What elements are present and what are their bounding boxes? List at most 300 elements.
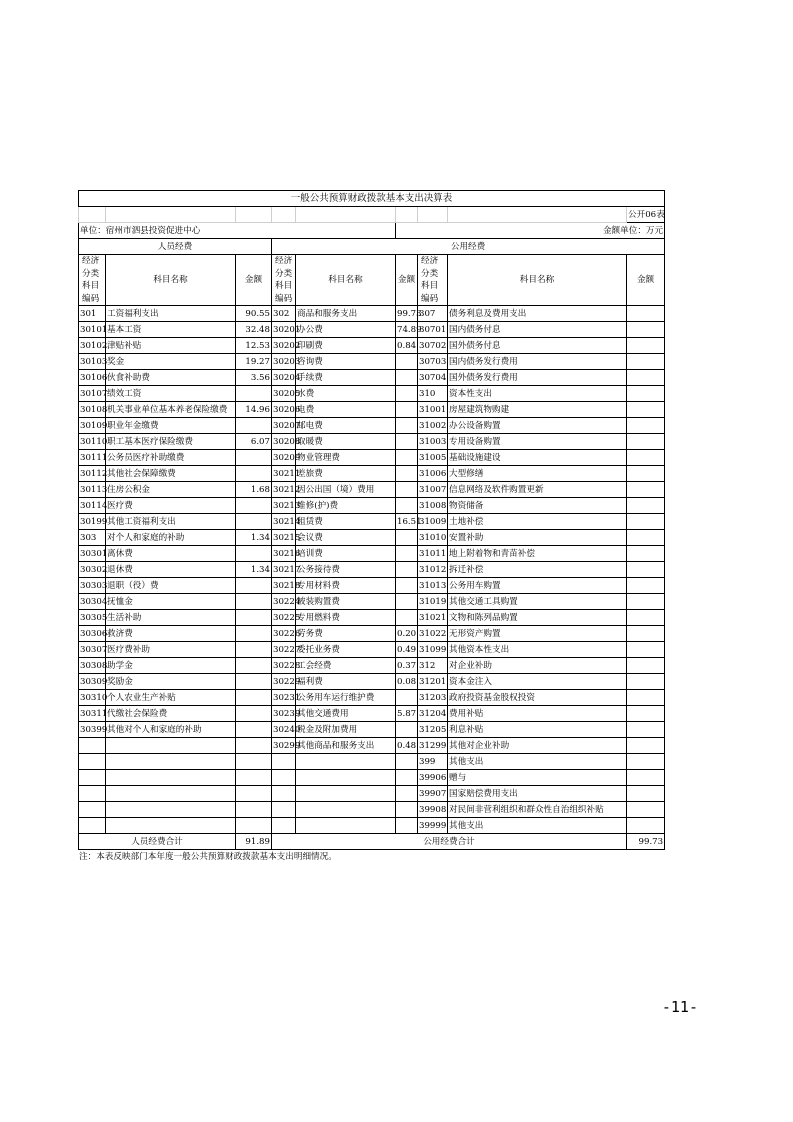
section-public: 公用经费 bbox=[272, 239, 665, 255]
public-item-name: 取暖费 bbox=[296, 434, 396, 450]
public-amount: 0.37 bbox=[396, 658, 418, 674]
public-code: 31005 bbox=[418, 450, 448, 466]
personnel-item-name: 住房公积金 bbox=[106, 482, 236, 498]
personnel-item-name: 其他社会保障缴费 bbox=[106, 466, 236, 482]
personnel-code: 30311 bbox=[79, 706, 106, 722]
personnel-item-name bbox=[106, 738, 236, 754]
personnel-code: 30109 bbox=[79, 418, 106, 434]
personnel-amount bbox=[236, 770, 272, 786]
public-amount bbox=[396, 386, 418, 402]
public-item-name: 对企业补助 bbox=[448, 658, 627, 674]
public-code: 30213 bbox=[272, 498, 296, 514]
table-row bbox=[79, 402, 665, 418]
public-code: 307 bbox=[418, 306, 448, 322]
public-code: 30215 bbox=[272, 530, 296, 546]
personnel-amount bbox=[236, 722, 272, 738]
table-row bbox=[79, 770, 665, 786]
public-amount bbox=[627, 610, 665, 626]
public-item-name: 国家赔偿费用支出 bbox=[448, 786, 627, 802]
personnel-code: 30309 bbox=[79, 674, 106, 690]
personnel-amount: 1.68 bbox=[236, 482, 272, 498]
public-amount: 0.08 bbox=[396, 674, 418, 690]
public-item-name: 物业管理费 bbox=[296, 450, 396, 466]
personnel-item-name: 伙食补助费 bbox=[106, 370, 236, 386]
public-amount bbox=[396, 450, 418, 466]
public-item-name: 其他支出 bbox=[448, 818, 627, 834]
personnel-amount bbox=[236, 754, 272, 770]
public-amount bbox=[627, 466, 665, 482]
personnel-item-name: 退休费 bbox=[106, 562, 236, 578]
public-item-name: 专用燃料费 bbox=[296, 610, 396, 626]
public-item-name: 劳务费 bbox=[296, 626, 396, 642]
public-item-name: 政府投资基金股权投资 bbox=[448, 690, 627, 706]
table-row bbox=[79, 418, 665, 434]
public-code: 30218 bbox=[272, 578, 296, 594]
personnel-code: 30103 bbox=[79, 354, 106, 370]
personnel-amount: 14.96 bbox=[236, 402, 272, 418]
unit-label: 单位：宿州市泗县投资促进中心 bbox=[79, 223, 396, 239]
personnel-amount bbox=[236, 450, 272, 466]
public-item-name: 其他支出 bbox=[448, 754, 627, 770]
personnel-code: 30110 bbox=[79, 434, 106, 450]
personnel-code: 30199 bbox=[79, 514, 106, 530]
table-row bbox=[79, 322, 665, 338]
public-code: 31007 bbox=[418, 482, 448, 498]
table-row bbox=[79, 818, 665, 834]
public-code: 31201 bbox=[418, 674, 448, 690]
public-item-name: 物资储备 bbox=[448, 498, 627, 514]
personnel-code bbox=[79, 770, 106, 786]
personnel-code: 30305 bbox=[79, 610, 106, 626]
header-code: 经济分类科目编码 bbox=[272, 255, 296, 306]
public-code: 30702 bbox=[418, 338, 448, 354]
public-code: 31203 bbox=[418, 690, 448, 706]
public-code: 302 bbox=[272, 306, 296, 322]
public-amount bbox=[627, 354, 665, 370]
personnel-item-name: 生活补助 bbox=[106, 610, 236, 626]
expenditure-sheet bbox=[78, 190, 664, 864]
public-amount: 0.48 bbox=[396, 738, 418, 754]
personnel-code: 30303 bbox=[79, 578, 106, 594]
public-amount bbox=[627, 562, 665, 578]
page-number: -11- bbox=[661, 998, 698, 1016]
public-code: 31021 bbox=[418, 610, 448, 626]
public-item-name: 对民间非营利组织和群众性自治组织补贴 bbox=[448, 802, 627, 818]
personnel-code: 30306 bbox=[79, 626, 106, 642]
personnel-amount: 90.55 bbox=[236, 306, 272, 322]
public-item-name: 其他对企业补助 bbox=[448, 738, 627, 754]
public-code: 30216 bbox=[272, 546, 296, 562]
public-amount bbox=[627, 706, 665, 722]
table-row bbox=[79, 466, 665, 482]
personnel-code: 30108 bbox=[79, 402, 106, 418]
personnel-item-name bbox=[106, 786, 236, 802]
public-item-name: 拆迁补偿 bbox=[448, 562, 627, 578]
personnel-item-name: 对个人和家庭的补助 bbox=[106, 530, 236, 546]
public-amount bbox=[627, 786, 665, 802]
public-amount: 0.49 bbox=[396, 642, 418, 658]
public-code: 31099 bbox=[418, 642, 448, 658]
table-row bbox=[79, 738, 665, 754]
table-row bbox=[79, 482, 665, 498]
personnel-item-name: 职业年金缴费 bbox=[106, 418, 236, 434]
table-row bbox=[79, 530, 665, 546]
personnel-item-name: 离休费 bbox=[106, 546, 236, 562]
personnel-code: 30114 bbox=[79, 498, 106, 514]
public-item-name: 公务接待费 bbox=[296, 562, 396, 578]
public-amount bbox=[396, 754, 418, 770]
amount-unit: 金额单位：万元 bbox=[396, 223, 665, 239]
table-row bbox=[79, 370, 665, 386]
public-code: 30704 bbox=[418, 370, 448, 386]
table-row bbox=[79, 338, 665, 354]
public-code: 31010 bbox=[418, 530, 448, 546]
public-item-name: 咨询费 bbox=[296, 354, 396, 370]
public-item-name: 其他资本性支出 bbox=[448, 642, 627, 658]
public-item-name: 专用材料费 bbox=[296, 578, 396, 594]
header-code: 经济分类科目编码 bbox=[418, 255, 448, 306]
personnel-amount bbox=[236, 738, 272, 754]
public-code: 31003 bbox=[418, 434, 448, 450]
public-amount bbox=[396, 786, 418, 802]
public-code: 39906 bbox=[418, 770, 448, 786]
personnel-code: 30304 bbox=[79, 594, 106, 610]
public-code: 31299 bbox=[418, 738, 448, 754]
public-item-name: 资本性支出 bbox=[448, 386, 627, 402]
public-item-name: 资本金注入 bbox=[448, 674, 627, 690]
public-item-name: 专用设备购置 bbox=[448, 434, 627, 450]
public-amount bbox=[627, 674, 665, 690]
public-code: 30207 bbox=[272, 418, 296, 434]
public-item-name: 其他交通费用 bbox=[296, 706, 396, 722]
personnel-item-name: 医疗费补助 bbox=[106, 642, 236, 658]
table-row bbox=[79, 562, 665, 578]
personnel-item-name: 基本工资 bbox=[106, 322, 236, 338]
public-code: 39907 bbox=[418, 786, 448, 802]
public-item-name: 电费 bbox=[296, 402, 396, 418]
public-code: 30227 bbox=[272, 642, 296, 658]
public-item-name bbox=[296, 802, 396, 818]
table-row bbox=[79, 578, 665, 594]
public-item-name: 办公设备购置 bbox=[448, 418, 627, 434]
public-code: 39999 bbox=[418, 818, 448, 834]
public-amount bbox=[627, 722, 665, 738]
public-item-name: 会议费 bbox=[296, 530, 396, 546]
public-amount bbox=[627, 370, 665, 386]
personnel-amount bbox=[236, 626, 272, 642]
public-code: 31006 bbox=[418, 466, 448, 482]
personnel-code: 30310 bbox=[79, 690, 106, 706]
public-code bbox=[272, 802, 296, 818]
personnel-code: 30102 bbox=[79, 338, 106, 354]
public-code: 31008 bbox=[418, 498, 448, 514]
public-amount bbox=[396, 466, 418, 482]
personnel-code: 30301 bbox=[79, 546, 106, 562]
table-row bbox=[79, 498, 665, 514]
personnel-item-name: 助学金 bbox=[106, 658, 236, 674]
public-amount: 0.84 bbox=[396, 338, 418, 354]
public-amount bbox=[627, 434, 665, 450]
personnel-code: 30308 bbox=[79, 658, 106, 674]
personnel-code: 30111 bbox=[79, 450, 106, 466]
public-item-name: 安置补助 bbox=[448, 530, 627, 546]
personnel-amount bbox=[236, 786, 272, 802]
personnel-amount: 6.07 bbox=[236, 434, 272, 450]
personnel-item-name: 代缴社会保险费 bbox=[106, 706, 236, 722]
table-row bbox=[79, 642, 665, 658]
public-item-name: 被装购置费 bbox=[296, 594, 396, 610]
header-code: 经济分类科目编码 bbox=[79, 255, 106, 306]
public-item-name bbox=[296, 754, 396, 770]
public-item-name: 利息补贴 bbox=[448, 722, 627, 738]
public-code: 30212 bbox=[272, 482, 296, 498]
public-item-name: 大型修缮 bbox=[448, 466, 627, 482]
table-row bbox=[79, 610, 665, 626]
header-name: 科目名称 bbox=[296, 255, 396, 306]
public-item-name: 文物和陈列品购置 bbox=[448, 610, 627, 626]
public-item-name: 无形资产购置 bbox=[448, 626, 627, 642]
public-amount bbox=[396, 418, 418, 434]
public-item-name bbox=[296, 786, 396, 802]
expenditure-table bbox=[78, 190, 665, 850]
personnel-code: 30101 bbox=[79, 322, 106, 338]
public-code bbox=[272, 786, 296, 802]
personnel-amount: 12.53 bbox=[236, 338, 272, 354]
public-code: 30211 bbox=[272, 466, 296, 482]
public-amount bbox=[627, 754, 665, 770]
personnel-amount bbox=[236, 674, 272, 690]
public-item-name: 办公费 bbox=[296, 322, 396, 338]
public-code: 31013 bbox=[418, 578, 448, 594]
personnel-code bbox=[79, 786, 106, 802]
public-amount bbox=[396, 482, 418, 498]
table-row bbox=[79, 514, 665, 530]
public-code: 30202 bbox=[272, 338, 296, 354]
public-item-name: 维修(护)费 bbox=[296, 498, 396, 514]
public-amount bbox=[396, 818, 418, 834]
public-code: 30299 bbox=[272, 738, 296, 754]
public-amount: 0.20 bbox=[396, 626, 418, 642]
personnel-amount bbox=[236, 642, 272, 658]
personnel-code: 301 bbox=[79, 306, 106, 322]
personnel-code: 30302 bbox=[79, 562, 106, 578]
personnel-amount: 3.56 bbox=[236, 370, 272, 386]
table-row bbox=[79, 754, 665, 770]
public-code: 30209 bbox=[272, 450, 296, 466]
header-amount: 金额 bbox=[396, 255, 418, 306]
personnel-total-value: 91.89 bbox=[236, 834, 272, 850]
footnote: 注：本表反映部门本年度一般公共预算财政拨款基本支出明细情况。 bbox=[79, 852, 337, 862]
public-code: 310 bbox=[418, 386, 448, 402]
totals-row bbox=[79, 834, 665, 850]
personnel-item-name: 职工基本医疗保险缴费 bbox=[106, 434, 236, 450]
public-item-name: 国内债务付息 bbox=[448, 322, 627, 338]
public-amount bbox=[396, 434, 418, 450]
personnel-amount bbox=[236, 594, 272, 610]
section-personnel: 人员经费 bbox=[79, 239, 272, 255]
personnel-amount bbox=[236, 818, 272, 834]
table-row bbox=[79, 594, 665, 610]
public-amount bbox=[627, 402, 665, 418]
public-code: 30203 bbox=[272, 354, 296, 370]
personnel-code: 30113 bbox=[79, 482, 106, 498]
personnel-amount bbox=[236, 706, 272, 722]
public-item-name: 赠与 bbox=[448, 770, 627, 786]
public-amount bbox=[396, 354, 418, 370]
personnel-code: 30307 bbox=[79, 642, 106, 658]
table-row bbox=[79, 546, 665, 562]
public-code: 31205 bbox=[418, 722, 448, 738]
personnel-item-name: 工资福利支出 bbox=[106, 306, 236, 322]
personnel-item-name: 机关事业单位基本养老保险缴费 bbox=[106, 402, 236, 418]
public-code: 31011 bbox=[418, 546, 448, 562]
public-code: 30239 bbox=[272, 706, 296, 722]
personnel-total-label: 人员经费合计 bbox=[79, 834, 236, 850]
public-code: 31002 bbox=[418, 418, 448, 434]
public-code: 312 bbox=[418, 658, 448, 674]
public-amount bbox=[627, 738, 665, 754]
personnel-item-name: 医疗费 bbox=[106, 498, 236, 514]
public-item-name: 邮电费 bbox=[296, 418, 396, 434]
public-item-name: 房屋建筑物购建 bbox=[448, 402, 627, 418]
public-item-name: 培训费 bbox=[296, 546, 396, 562]
public-total-label: 公用经费合计 bbox=[272, 834, 627, 850]
public-item-name: 福利费 bbox=[296, 674, 396, 690]
public-code: 30225 bbox=[272, 610, 296, 626]
public-code: 30240 bbox=[272, 722, 296, 738]
public-amount bbox=[627, 530, 665, 546]
personnel-amount bbox=[236, 466, 272, 482]
public-code bbox=[272, 818, 296, 834]
public-item-name: 费用补贴 bbox=[448, 706, 627, 722]
public-item-name: 手续费 bbox=[296, 370, 396, 386]
personnel-amount bbox=[236, 578, 272, 594]
personnel-code: 30106 bbox=[79, 370, 106, 386]
public-amount bbox=[627, 482, 665, 498]
public-code: 30224 bbox=[272, 594, 296, 610]
public-item-name: 土地补偿 bbox=[448, 514, 627, 530]
public-item-name: 水费 bbox=[296, 386, 396, 402]
public-amount bbox=[627, 306, 665, 322]
public-item-name: 税金及附加费用 bbox=[296, 722, 396, 738]
public-item-name: 信息网络及软件购置更新 bbox=[448, 482, 627, 498]
table-row bbox=[79, 386, 665, 402]
personnel-item-name: 救济费 bbox=[106, 626, 236, 642]
personnel-code: 30107 bbox=[79, 386, 106, 402]
public-amount bbox=[396, 722, 418, 738]
public-code: 30701 bbox=[418, 322, 448, 338]
personnel-code bbox=[79, 738, 106, 754]
public-amount bbox=[627, 818, 665, 834]
personnel-item-name bbox=[106, 802, 236, 818]
public-item-name: 差旅费 bbox=[296, 466, 396, 482]
personnel-amount bbox=[236, 514, 272, 530]
public-item-name: 公务用车购置 bbox=[448, 578, 627, 594]
table-row bbox=[79, 658, 665, 674]
public-code: 30228 bbox=[272, 658, 296, 674]
personnel-item-name: 其他对个人和家庭的补助 bbox=[106, 722, 236, 738]
public-code: 30231 bbox=[272, 690, 296, 706]
public-amount bbox=[627, 498, 665, 514]
public-code bbox=[272, 770, 296, 786]
personnel-amount: 1.34 bbox=[236, 530, 272, 546]
header-name: 科目名称 bbox=[448, 255, 627, 306]
public-code: 30204 bbox=[272, 370, 296, 386]
public-amount bbox=[396, 546, 418, 562]
personnel-amount: 19.27 bbox=[236, 354, 272, 370]
public-amount bbox=[396, 802, 418, 818]
public-amount bbox=[396, 578, 418, 594]
public-total-value: 99.73 bbox=[627, 834, 665, 850]
public-item-name: 因公出国（境）费用 bbox=[296, 482, 396, 498]
public-code: 31012 bbox=[418, 562, 448, 578]
public-code bbox=[272, 754, 296, 770]
public-code: 30217 bbox=[272, 562, 296, 578]
table-row bbox=[79, 434, 665, 450]
public-amount: 16.51 bbox=[396, 514, 418, 530]
personnel-item-name: 奖金 bbox=[106, 354, 236, 370]
public-amount: 99.73 bbox=[396, 306, 418, 322]
table-title: 一般公共预算财政拨款基本支出决算表 bbox=[79, 191, 665, 207]
public-code: 30205 bbox=[272, 386, 296, 402]
table-row bbox=[79, 354, 665, 370]
public-item-name: 国内债务发行费用 bbox=[448, 354, 627, 370]
public-amount bbox=[627, 514, 665, 530]
personnel-amount bbox=[236, 546, 272, 562]
public-item-name: 印刷费 bbox=[296, 338, 396, 354]
public-amount: 74.89 bbox=[396, 322, 418, 338]
public-item-name: 公务用车运行维护费 bbox=[296, 690, 396, 706]
personnel-amount: 1.34 bbox=[236, 562, 272, 578]
personnel-item-name bbox=[106, 770, 236, 786]
personnel-code: 303 bbox=[79, 530, 106, 546]
personnel-item-name bbox=[106, 754, 236, 770]
public-amount bbox=[627, 626, 665, 642]
public-code: 30226 bbox=[272, 626, 296, 642]
table-row bbox=[79, 706, 665, 722]
public-amount bbox=[627, 594, 665, 610]
public-amount bbox=[396, 690, 418, 706]
personnel-amount bbox=[236, 610, 272, 626]
table-row bbox=[79, 786, 665, 802]
personnel-item-name: 公务员医疗补助缴费 bbox=[106, 450, 236, 466]
public-amount bbox=[627, 386, 665, 402]
public-item-name: 债务利息及费用支出 bbox=[448, 306, 627, 322]
personnel-item-name bbox=[106, 818, 236, 834]
public-item-name: 国外债务发行费用 bbox=[448, 370, 627, 386]
public-amount bbox=[627, 546, 665, 562]
public-code: 31204 bbox=[418, 706, 448, 722]
public-amount bbox=[396, 594, 418, 610]
public-item-name bbox=[296, 818, 396, 834]
public-amount bbox=[627, 578, 665, 594]
personnel-code bbox=[79, 818, 106, 834]
public-code: 30208 bbox=[272, 434, 296, 450]
public-amount bbox=[627, 802, 665, 818]
public-code: 31001 bbox=[418, 402, 448, 418]
personnel-amount bbox=[236, 418, 272, 434]
public-amount bbox=[627, 450, 665, 466]
public-item-name bbox=[296, 770, 396, 786]
public-amount bbox=[396, 530, 418, 546]
header-name: 科目名称 bbox=[106, 255, 236, 306]
public-amount: 5.87 bbox=[396, 706, 418, 722]
public-code: 30201 bbox=[272, 322, 296, 338]
public-item-name: 委托业务费 bbox=[296, 642, 396, 658]
public-code: 39908 bbox=[418, 802, 448, 818]
public-amount bbox=[396, 770, 418, 786]
personnel-amount bbox=[236, 498, 272, 514]
